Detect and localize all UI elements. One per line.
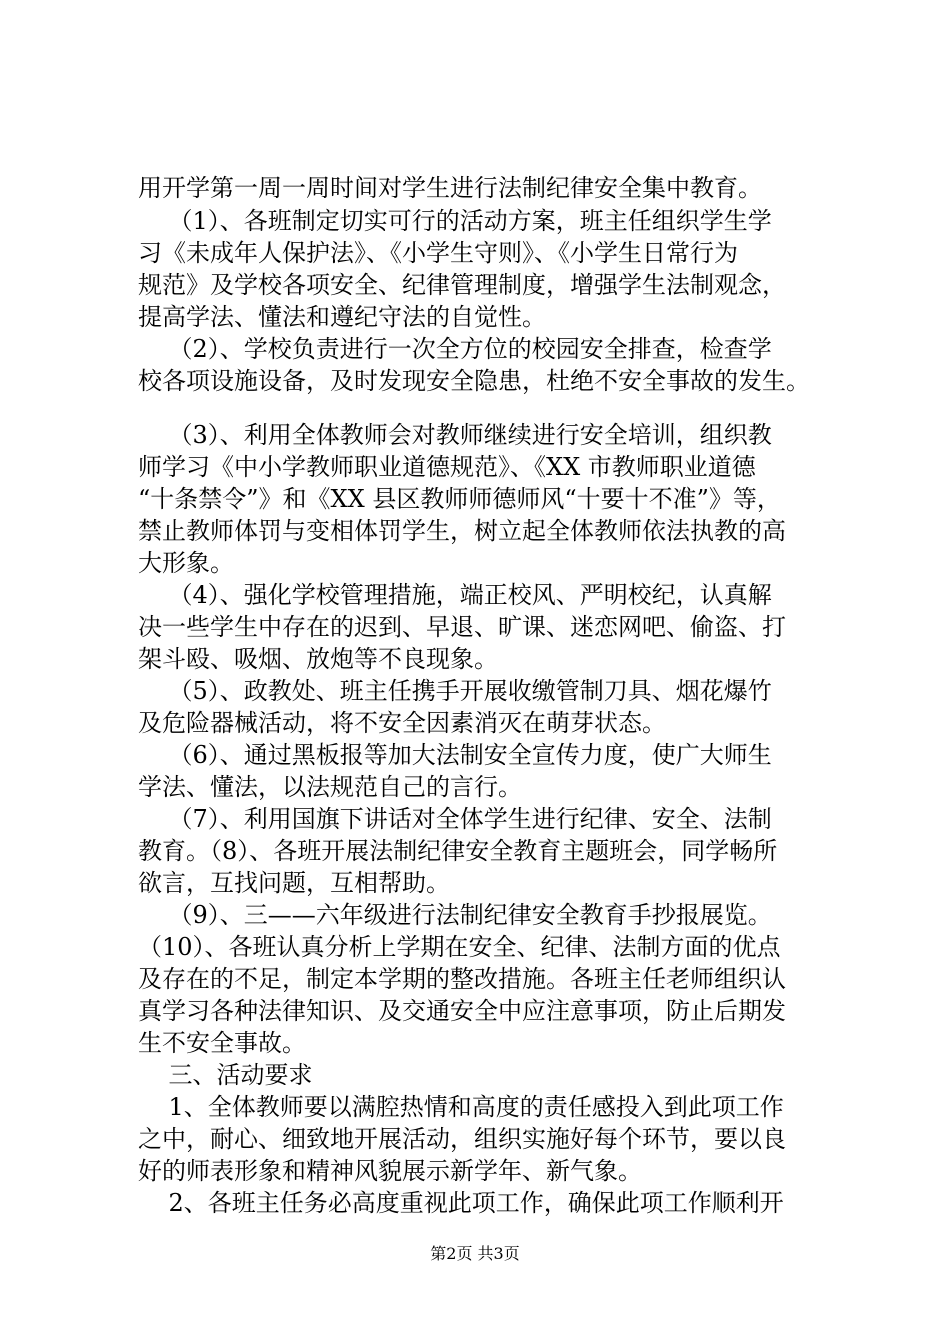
text-line: 欲言，互找问题，互相帮助。 — [138, 869, 450, 897]
text-line: 大形象。 — [138, 549, 234, 577]
text-line: 之中，耐心、细致地开展活动，组织实施好每个环节，要以良 — [138, 1125, 786, 1153]
text-line: （6）、通过黑板报等加大法制安全宣传力度，使广大师生 — [138, 741, 772, 769]
text-line: （7）、利用国旗下讲话对全体学生进行纪律、安全、法制 — [138, 805, 772, 833]
text-line: （4）、强化学校管理措施，端正校风、严明校纪，认真解 — [138, 581, 772, 609]
text-line: （5）、政教处、班主任携手开展收缴管制刀具、烟花爆竹 — [138, 677, 772, 705]
text-line: 及存在的不足，制定本学期的整改措施。各班主任老师组织认 — [138, 965, 786, 993]
text-line: 校各项设施设备，及时发现安全隐患，杜绝不安全事故的发生。 — [138, 367, 810, 395]
text-line: 提高学法、懂法和遵纪守法的自觉性。 — [138, 303, 546, 331]
text-line: 1、全体教师要以满腔热情和高度的责任感投入到此项工作 — [138, 1093, 784, 1121]
text-line: 习《未成年人保护法》、《小学生守则》、《小学生日常行为 — [138, 239, 738, 267]
text-line: （10）、各班认真分析上学期在安全、纪律、法制方面的优点 — [138, 933, 781, 961]
text-line: 教育。（8）、各班开展法制纪律安全教育主题班会，同学畅所 — [138, 837, 778, 865]
text-line: （9）、三——六年级进行法制纪律安全教育手抄报展览。 — [138, 901, 772, 929]
text-line: 师学习《中小学教师职业道德规范》、《XX 市教师职业道德 — [138, 453, 756, 481]
text-line: “十条禁令”》和《XX 县区教师师德师风“十要十不准”》等， — [138, 485, 781, 513]
page-number-footer: 第2页 共3页 — [430, 1244, 520, 1263]
text-line: 及危险器械活动，将不安全因素消灭在萌芽状态。 — [138, 709, 666, 737]
section-heading: 三、活动要求 — [138, 1061, 313, 1089]
text-line: 真学习各种法律知识、及交通安全中应注意事项，防止后期发 — [138, 997, 786, 1025]
text-line: 规范》及学校各项安全、纪律管理制度，增强学生法制观念， — [138, 271, 786, 299]
text-line: （1）、各班制定切实可行的活动方案，班主任组织学生学 — [138, 207, 772, 235]
text-line: （3）、利用全体教师会对教师继续进行安全培训，组织教 — [138, 421, 772, 449]
text-line: 用开学第一周一周时间对学生进行法制纪律安全集中教育。 — [138, 174, 762, 202]
text-line: 学法、懂法，以法规范自己的言行。 — [138, 773, 522, 801]
text-line: 2、各班主任务必高度重视此项工作，确保此项工作顺利开 — [138, 1189, 784, 1217]
text-line: （2）、学校负责进行一次全方位的校园安全排查，检查学 — [138, 335, 772, 363]
text-line: 生不安全事故。 — [138, 1029, 306, 1057]
text-line: 禁止教师体罚与变相体罚学生，树立起全体教师依法执教的高 — [138, 517, 786, 545]
text-line: 架斗殴、吸烟、放炮等不良现象。 — [138, 645, 498, 673]
text-line: 决一些学生中存在的迟到、早退、旷课、迷恋网吧、偷盗、打 — [138, 613, 786, 641]
text-line: 好的师表形象和精神风貌展示新学年、新气象。 — [138, 1157, 642, 1185]
